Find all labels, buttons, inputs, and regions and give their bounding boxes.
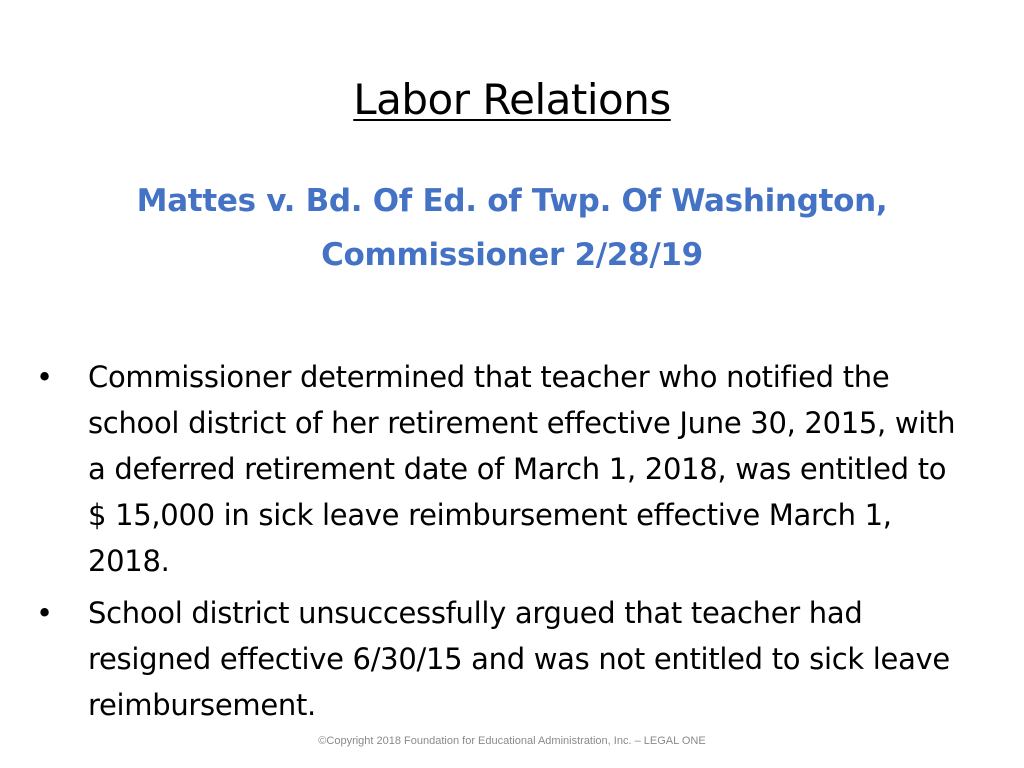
- copyright-footer: ©Copyright 2018 Foundation for Educational Administration, Inc. – LEGAL ONE: [318, 735, 706, 747]
- case-citation-subtitle: Mattes v. Bd. Of Ed. of Twp. Of Washington, Commissioner 2/28/19: [136, 183, 888, 273]
- bullet-icon: •: [36, 360, 53, 394]
- bullet-icon: •: [36, 596, 53, 630]
- bullet-item: [0, 590, 1024, 728]
- bullet-list: [0, 354, 1024, 734]
- bullet-item: [0, 354, 1024, 584]
- bullet-text: Commissioner determined that teacher who notified the school district of her retirement effective June 30, 2015, with a deferred retirement date of March 1, 2018, was entitled to $ 15,000 in sick leave reimbursement effective March 1, 2018.: [88, 360, 956, 578]
- bullet-text: School district unsuccessfully argued that teacher had resigned effective 6/30/15 and was not entitled to sick leave reimbursement.: [88, 596, 950, 722]
- slide-title: Labor Relations: [353, 75, 671, 124]
